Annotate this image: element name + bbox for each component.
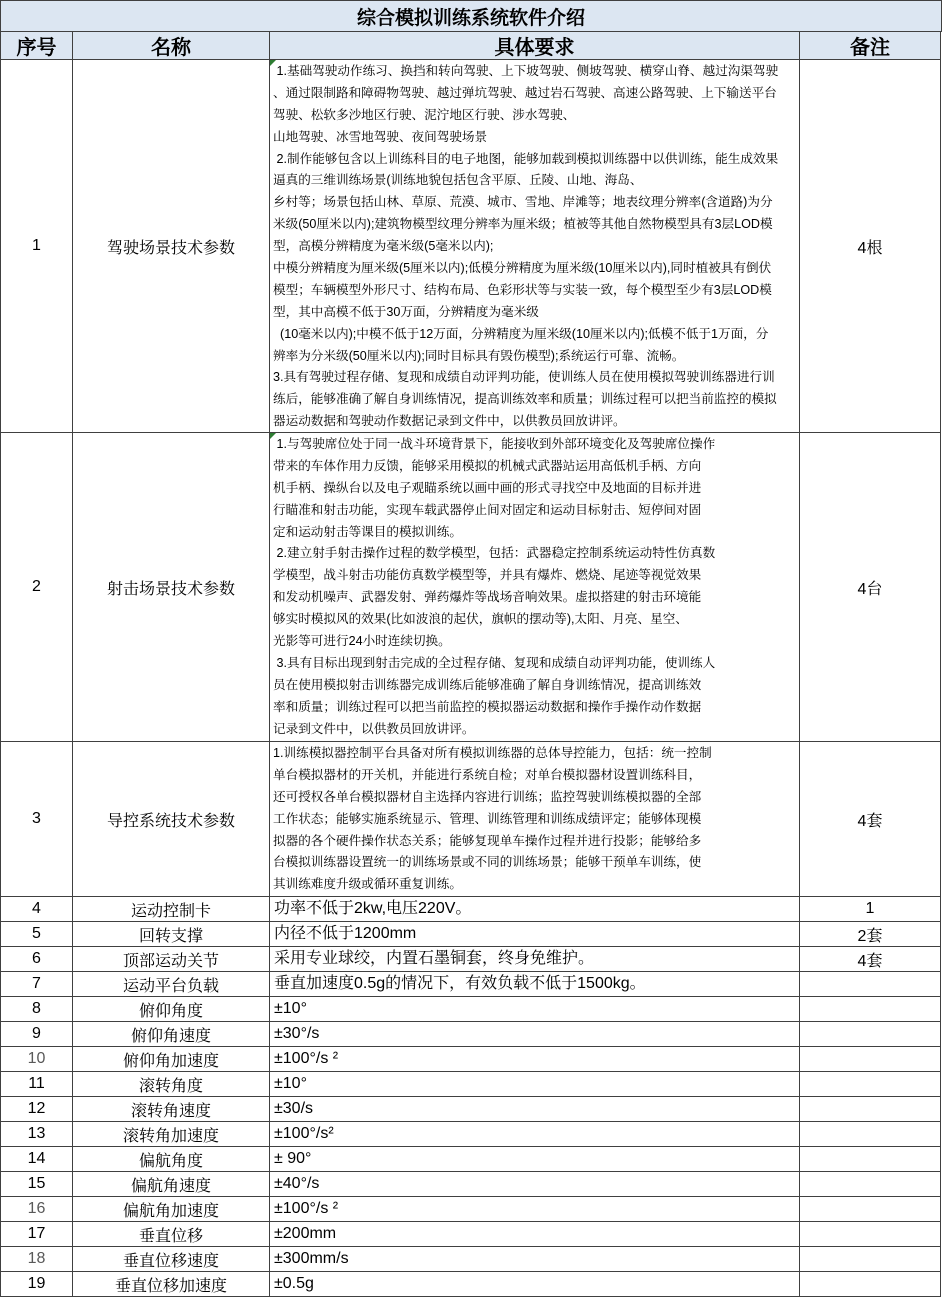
requirements-cell (270, 433, 800, 742)
table-row (1, 1247, 942, 1272)
requirements-cell (270, 742, 800, 897)
item-name-cell: 滚转角加速度 (73, 1122, 270, 1147)
table-row (1, 742, 942, 897)
requirement-line: 1.与驾驶席位处于同一战斗环境背景下，能接收到外部环境变化及驾驶席位操作 (273, 437, 716, 451)
requirement-line: ± 90° (274, 1150, 312, 1168)
row-index-cell: 12 (1, 1097, 73, 1122)
row-index-cell: 5 (1, 922, 73, 947)
row-index-cell: 4 (1, 897, 73, 922)
header-requirements: 具体要求 (270, 32, 800, 60)
requirement-line: ±30°/s (274, 1025, 320, 1043)
remark-cell: 4根 (800, 60, 941, 433)
requirement-line: 型，其中高模不低于30万面，分辨精度为毫米级 (273, 304, 539, 319)
requirement-line: 机手柄、操纵台以及电子观瞄系统以画中画的形式寻找空中及地面的目标并进 (273, 480, 702, 495)
row-index-cell: 2 (1, 433, 73, 742)
requirement-line: 2.制作能够包含以上训练科目的电子地图，能够加载到模拟训练器中以供训练，能生成效果 (273, 151, 779, 166)
requirements-cell (270, 1222, 800, 1247)
remark-cell (800, 1022, 941, 1047)
item-name-cell: 回转支撑 (73, 922, 270, 947)
item-name-cell: 偏航角速度 (73, 1172, 270, 1197)
item-name-cell: 俯仰角度 (73, 997, 270, 1022)
remark-cell: 4台 (800, 433, 941, 742)
requirement-line: 驾驶、松软多沙地区行驶、泥泞地区行驶、涉水驾驶、 (273, 107, 576, 122)
item-name-cell: 导控系统技术参数 (73, 742, 270, 897)
header-remarks: 备注 (800, 32, 941, 60)
table-row (1, 972, 942, 997)
requirement-line: 垂直加速度0.5g的情况下，有效负载不低于1500kg。 (274, 975, 646, 993)
error-indicator-icon (270, 60, 276, 66)
requirements-cell (270, 60, 800, 433)
remark-cell (800, 1172, 941, 1197)
table-row (1, 922, 942, 947)
table-row (1, 947, 942, 972)
item-name-cell: 滚转角速度 (73, 1097, 270, 1122)
requirement-line: 光影等可进行24小时连续切换。 (273, 634, 451, 649)
item-name-cell: 偏航角度 (73, 1147, 270, 1172)
requirement-line: 还可授权各单台模拟器材自主选择内容进行训练；监控驾驶训练模拟器的全部 (273, 789, 702, 804)
requirement-line: ±10° (274, 1000, 307, 1018)
table-row (1, 1122, 942, 1147)
requirement-line: 3.具有目标出现到射击完成的全过程存储、复现和成绩自动评判功能，使训练人 (273, 655, 716, 670)
requirement-line: ±200mm (274, 1225, 337, 1243)
requirement-line: 3.具有驾驶过程存储、复现和成绩自动评判功能，使训练人员在使用模拟驾驶训练器进行训 (273, 370, 775, 385)
requirements-cell (270, 1047, 800, 1072)
requirement-line: ±10° (274, 1075, 307, 1093)
remark-cell (800, 1097, 941, 1122)
header-name: 名称 (73, 32, 270, 60)
requirement-line: 台模拟训练器设置统一的训练场景或不同的训练场景；能够干预单车训练，使 (273, 855, 702, 870)
remark-cell (800, 1072, 941, 1097)
requirement-line: 器运动数据和驾驶动作数据记录到文件中，以供教员回放讲评。 (273, 414, 626, 429)
row-index-cell: 6 (1, 947, 73, 972)
requirement-line: 米级(50厘米以内);建筑物模型纹理分辨率为厘米级；植被等其他自然物模型具有3层LOD模 (273, 217, 773, 232)
requirement-line: 中模分辨精度为厘米级(5厘米以内);低模分辨精度为厘米级(10厘米以内),同时植被具有倒伏 (273, 261, 772, 276)
requirement-line: 拟器的各个硬件操作状态关系；能够复现单车操作过程并进行投影；能够给多 (273, 833, 702, 848)
item-name-cell: 滚转角度 (73, 1072, 270, 1097)
row-index-cell: 10 (1, 1047, 73, 1072)
row-index-cell: 19 (1, 1272, 73, 1297)
row-index-cell: 3 (1, 742, 73, 897)
requirement-line: 、通过限制路和障碍物驾驶、越过弹坑驾驶、越过岩石驾驶、高速公路驾驶、上下输送平台 (273, 85, 777, 100)
row-index-cell: 8 (1, 997, 73, 1022)
item-name-cell: 运动控制卡 (73, 897, 270, 922)
requirement-line: 1.基础驾驶动作练习、换挡和转向驾驶、上下坡驾驶、侧坡驾驶、横穿山脊、越过沟渠驾驶 (273, 64, 779, 78)
requirements-cell (270, 1122, 800, 1147)
header-index: 序号 (1, 32, 73, 60)
row-index-cell: 14 (1, 1147, 73, 1172)
remark-cell: 1 (800, 897, 941, 922)
requirements-cell (270, 1147, 800, 1172)
requirement-line: ±0.5g (274, 1275, 314, 1293)
requirements-cell (270, 972, 800, 997)
requirement-line: ±40°/s (274, 1175, 320, 1193)
table-row (1, 1097, 942, 1122)
remark-cell (800, 1272, 941, 1297)
error-indicator-icon (270, 433, 276, 439)
row-index-cell: 1 (1, 60, 73, 433)
requirements-cell (270, 1072, 800, 1097)
table-row (1, 1047, 942, 1072)
table-row (1, 997, 942, 1022)
item-name-cell: 射击场景技术参数 (73, 433, 270, 742)
requirement-line: ±30/s (274, 1100, 314, 1118)
requirement-line: 采用专业球绞，内置石墨铜套，终身免维护。 (274, 950, 595, 968)
remark-cell (800, 1247, 941, 1272)
requirement-line: ±300mm/s (274, 1250, 349, 1268)
remark-cell: 4套 (800, 742, 941, 897)
requirement-line: 1.训练模拟器控制平台具备对所有模拟训练器的总体导控能力，包括：统一控制 (273, 746, 712, 760)
requirement-line: ±100°/s ² (274, 1200, 339, 1218)
requirement-line: (10毫米以内);中模不低于12万面，分辨精度为厘米级(10厘米以内);低模不低于1万面，分 (273, 326, 769, 341)
requirement-line: ±100°/s² (274, 1125, 334, 1143)
remark-cell (800, 1222, 941, 1247)
requirements-cell (270, 1097, 800, 1122)
row-index-cell: 15 (1, 1172, 73, 1197)
requirement-line: 带来的车体作用力反馈，能够采用模拟的机械式武器站运用高低机手柄、方向 (273, 458, 702, 473)
row-index-cell: 17 (1, 1222, 73, 1247)
row-index-cell: 13 (1, 1122, 73, 1147)
remark-cell: 2套 (800, 922, 941, 947)
requirement-line: 乡村等；场景包括山林、草原、荒漠、城市、雪地、岸滩等；地表纹理分辨率(含道路)为分 (273, 195, 773, 210)
table-row (1, 1272, 942, 1297)
remark-cell (800, 1047, 941, 1072)
requirement-line: 型，高模分辨精度为毫米级(5毫米以内); (273, 239, 494, 254)
requirement-line: ±100°/s ² (274, 1050, 339, 1068)
item-name-cell: 运动平台负载 (73, 972, 270, 997)
requirement-line: 练后，能够准确了解自身训练情况，提高训练效率和质量；训练过程可以把当前监控的模拟 (273, 392, 777, 407)
requirement-line: 记录到文件中，以供教员回放讲评。 (273, 721, 475, 736)
requirements-cell (270, 1272, 800, 1297)
remark-cell: 4套 (800, 947, 941, 972)
requirement-line: 行瞄准和射击功能，实现车载武器停止间对固定和运动目标射击、短停间对固 (273, 502, 702, 517)
remark-cell (800, 1197, 941, 1222)
table-row (1, 1172, 942, 1197)
remark-cell (800, 997, 941, 1022)
requirements-cell (270, 947, 800, 972)
requirement-line: 和发动机噪声、武器发射、弹药爆炸等战场音响效果。虚拟搭建的射击环境能 (273, 590, 702, 605)
table-row (1, 433, 942, 742)
item-name-cell: 俯仰角速度 (73, 1022, 270, 1047)
table-row (1, 1022, 942, 1047)
item-name-cell: 顶部运动关节 (73, 947, 270, 972)
table-row (1, 1197, 942, 1222)
requirement-line: 2.建立射手射击操作过程的数学模型，包括：武器稳定控制系统运动特性仿真数 (273, 546, 716, 561)
header-row (1, 32, 942, 60)
requirement-line: 够实时模拟风的效果(比如波浪的起伏，旗帜的摆动等),太阳、月亮、星空、 (273, 612, 688, 627)
row-index-cell: 16 (1, 1197, 73, 1222)
requirements-cell (270, 1197, 800, 1222)
requirement-line: 率和质量；训练过程可以把当前监控的模拟器运动数据和操作手操作动作数据 (273, 699, 702, 714)
requirements-cell (270, 997, 800, 1022)
item-name-cell: 垂直位移加速度 (73, 1272, 270, 1297)
requirement-line: 功率不低于2kw,电压220V。 (274, 900, 472, 918)
item-name-cell: 驾驶场景技术参数 (73, 60, 270, 433)
item-name-cell: 垂直位移 (73, 1222, 270, 1247)
requirement-line: 逼真的三维训练场景(训练地貌包括包含平原、丘陵、山地、海岛、 (273, 173, 643, 188)
item-name-cell: 偏航角加速度 (73, 1197, 270, 1222)
item-name-cell: 俯仰角加速度 (73, 1047, 270, 1072)
requirement-line: 模型；车辆模型外形尺寸、结构布局、色彩形状等与实装一致，每个模型至少有3层LOD模 (273, 282, 772, 297)
table-row (1, 897, 942, 922)
row-index-cell: 9 (1, 1022, 73, 1047)
requirement-line: 单台模拟器材的开关机，并能进行系统自检；对单台模拟器材设置训练科目， (273, 767, 702, 782)
requirement-line: 工作状态；能够实施系统显示、管理、训练管理和训练成绩评定；能够体现模 (273, 811, 702, 826)
requirement-line: 员在使用模拟射击训练器完成训练后能够准确了解自身训练情况，提高训练效 (273, 677, 702, 692)
item-name-cell: 垂直位移速度 (73, 1247, 270, 1272)
table-row (1, 1147, 942, 1172)
requirement-line: 内径不低于1200mm (274, 925, 417, 943)
table-row (1, 60, 942, 433)
remark-cell (800, 1147, 941, 1172)
requirements-cell (270, 1022, 800, 1047)
requirement-line: 其训练难度升级或循环重复训练。 (273, 877, 462, 892)
requirement-line: 辨率为分米级(50厘米以内);同时目标具有毁伤模型);系统运行可靠、流畅。 (273, 348, 685, 363)
table-row (1, 1222, 942, 1247)
row-index-cell: 7 (1, 972, 73, 997)
row-index-cell: 18 (1, 1247, 73, 1272)
table-body (1, 60, 942, 1297)
requirements-cell (270, 1172, 800, 1197)
requirements-cell (270, 897, 800, 922)
row-index-cell: 11 (1, 1072, 73, 1097)
requirement-line: 定和运动射击等课目的模拟训练。 (273, 524, 462, 539)
remark-cell (800, 972, 941, 997)
requirements-cell (270, 1247, 800, 1272)
requirements-cell (270, 922, 800, 947)
requirement-line: 山地驾驶、冰雪地驾驶、夜间驾驶场景 (273, 129, 488, 144)
table-row (1, 1072, 942, 1097)
remark-cell (800, 1122, 941, 1147)
requirement-line: 学模型，战斗射击功能仿真数学模型等，并具有爆炸、燃烧、尾迹等视觉效果 (273, 568, 702, 583)
table-title: 综合模拟训练系统软件介绍 (1, 1, 942, 32)
